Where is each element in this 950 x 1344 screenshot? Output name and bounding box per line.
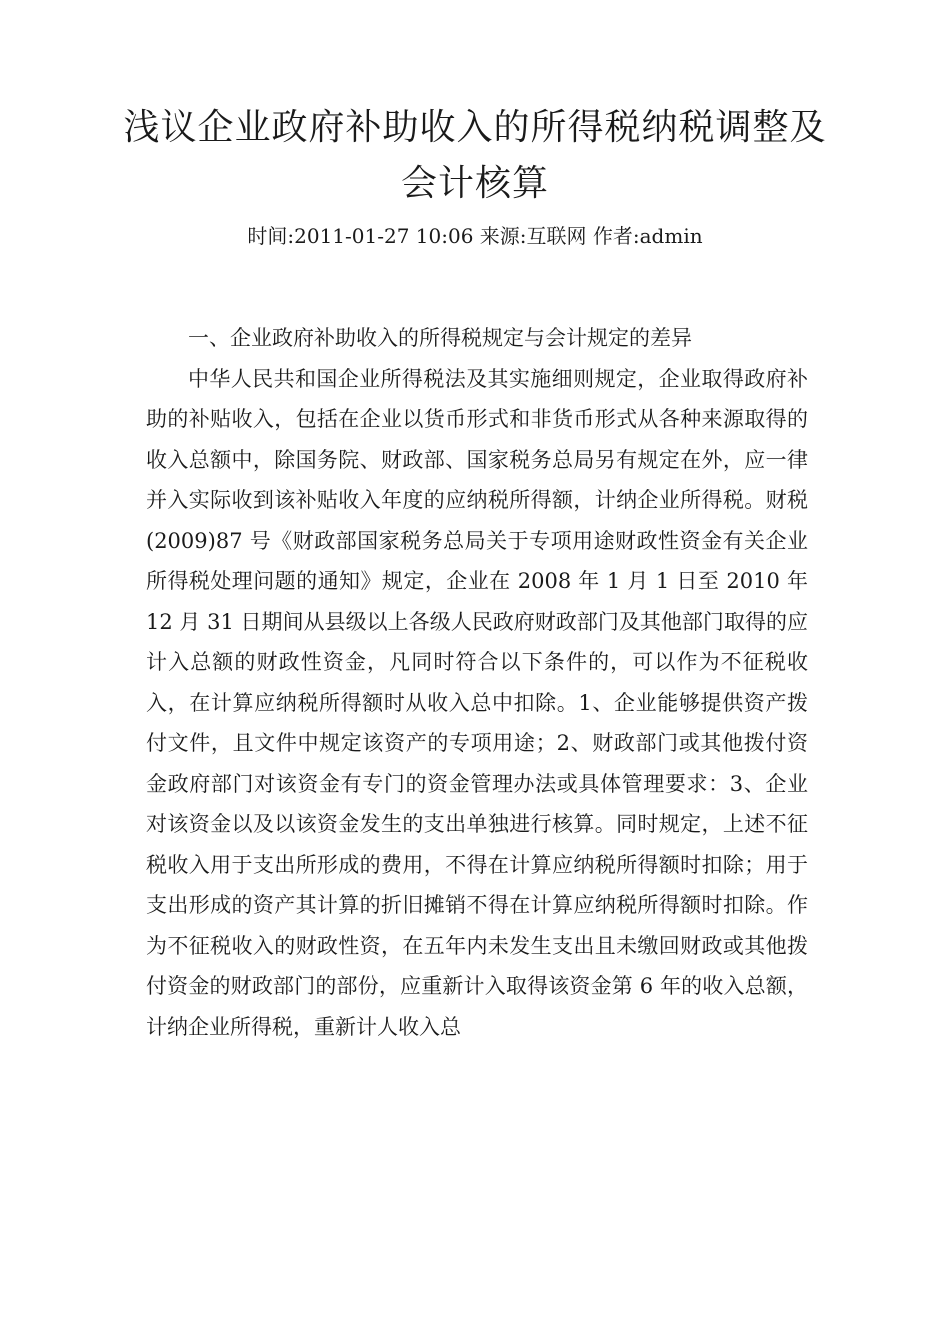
page-title: 浅议企业政府补助收入的所得税纳税调整及会计核算	[123, 107, 827, 204]
article-body	[146, 318, 808, 1047]
section-heading: 一、企业政府补助收入的所得税规定与会计规定的差异	[188, 326, 692, 350]
article-meta: 时间:2011-01-27 10:06 来源:互联网 作者:admin	[247, 224, 703, 248]
paragraph: 中华人民共和国企业所得税法及其实施细则规定，企业取得政府补助的补贴收入，包括在企业以货币形式和非货币形式从各种来源取得的收入总额中，除国务院、财政部、国家税务总局另有规定在外，应一律并入实际收到该补贴收入年度的应纳税所得额，计纳企业所得税。财税(2009)87 号《财政部国家税务总局关于专项用途财政性资金有关企业所得税处理问题的通知》规定，企业在 2008 年 1 月 1 日至 2010 年 12 月 31 日期间从县级以上各级人民政府财政部门及其他部门取得的应计入总额的财政性资金，凡同时符合以下条件的，可以作为不征税收入，在计算应纳税所得额时从收入总中扣除。1、企业能够提供资产拨付文件，且文件中规定该资产的专项用途；2、财政部门或其他拨付资金政府部门对该资金有专门的资金管理办法或具体管理要求：3、企业对该资金以及以该资金发生的支出单独进行核算。同时规定，上述不征税收入用于支出所形成的费用，不得在计算应纳税所得额时扣除；用于支出形成的资产其计算的折旧摊销不得在计算应纳税所得额时扣除。作为不征税收入的财政性资，在五年内未发生支出且未缴回财政或其他拨付资金的财政部门的部份，应重新计入取得该资金第 6 年的收入总额，计纳企业所得税，重新计人收入总	[146, 366, 808, 1039]
